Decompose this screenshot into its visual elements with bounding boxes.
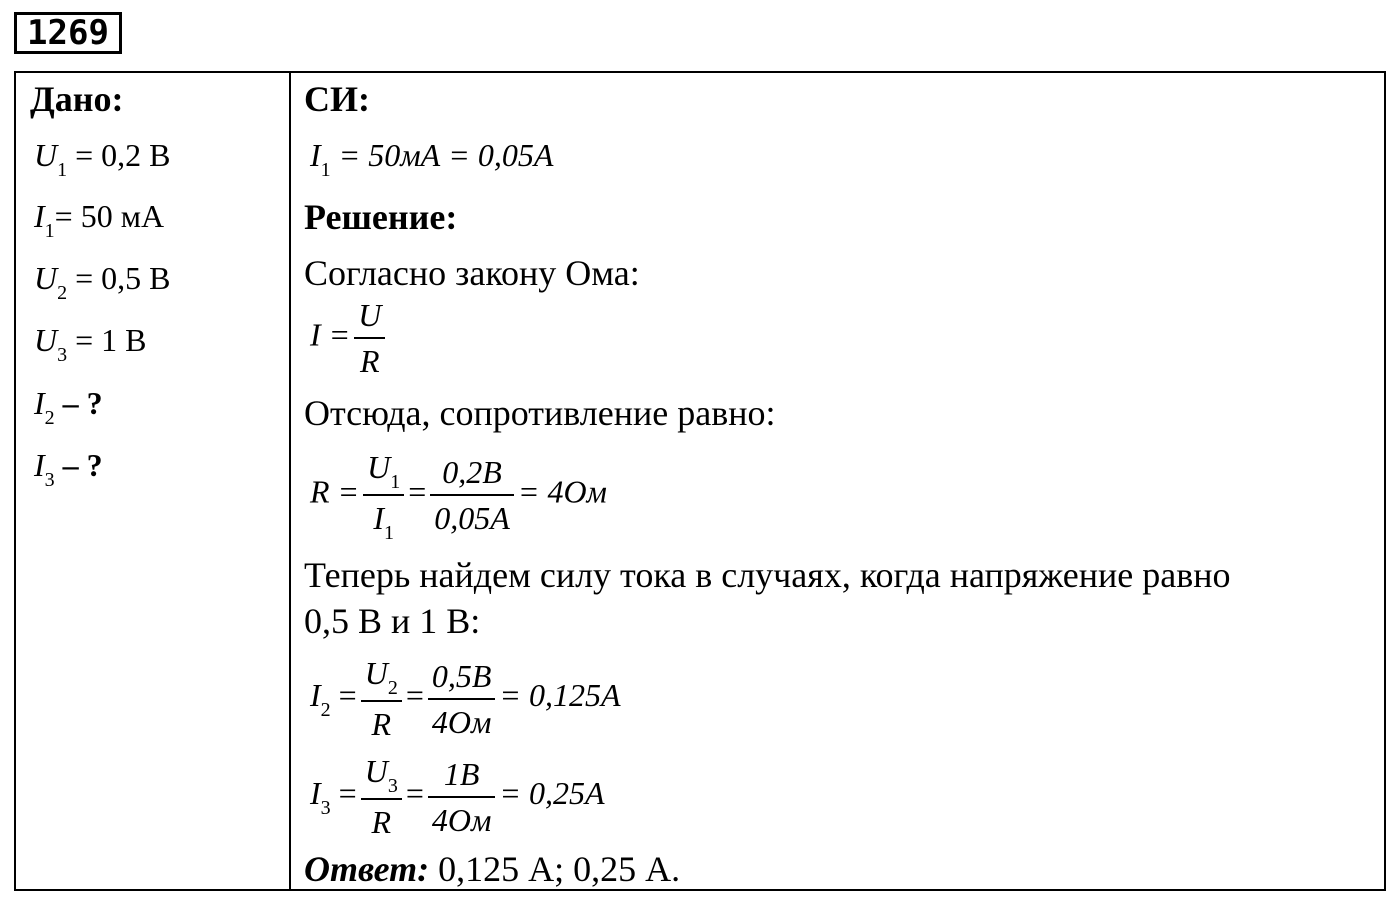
problem-number: 1269: [14, 12, 122, 54]
unknown-item: $I_2$ – ?: [34, 385, 103, 429]
given-item: $I_1= 50$ мА: [34, 198, 165, 242]
current-text-line1: Теперь найдем силу тока в случаях, когда напряжение равно: [304, 555, 1231, 595]
answer-label: Ответ:: [304, 849, 430, 889]
answer-line: [304, 849, 680, 889]
current-text-line2: 0,5 В и 1 В:: [304, 601, 481, 641]
ohm-law-text: Согласно закону Ома:: [304, 253, 640, 293]
solution-title: Решение:: [304, 197, 458, 237]
column-divider: [289, 73, 291, 889]
given-item: $U_2 = 0,5$ В: [34, 260, 171, 304]
given-item: $U_1 = 0,2$ В: [34, 137, 171, 181]
solution-table: [14, 71, 1386, 891]
si-formula: $I_1 = 50мА = 0,05А$: [310, 137, 554, 181]
i2-formula: $I_2$ = $\frac{U_2}{R}$ = $\frac{0,5В}{4Ом}$ = 0,125А: [310, 655, 621, 742]
given-title: Дано:: [30, 79, 124, 119]
unknown-item: $I_3$ – ?: [34, 447, 103, 491]
answer-value: 0,125 А; 0,25 А.: [429, 849, 681, 889]
resistance-formula: R = $\frac{U_1}{I_1}$ = $\frac{0,2В}{0,05А}$ = 4Ом: [310, 449, 607, 544]
si-title: СИ:: [304, 79, 370, 119]
ohm-law-formula: I = $\frac{U}{R}$: [310, 295, 389, 381]
resistance-text: Отсюда, сопротивление равно:: [304, 393, 776, 433]
i3-formula: $I_3$ = $\frac{U_3}{R}$ = $\frac{1В}{4Ом}$ = 0,25А: [310, 753, 605, 840]
given-item: $U_3 = 1$ В: [34, 322, 147, 366]
